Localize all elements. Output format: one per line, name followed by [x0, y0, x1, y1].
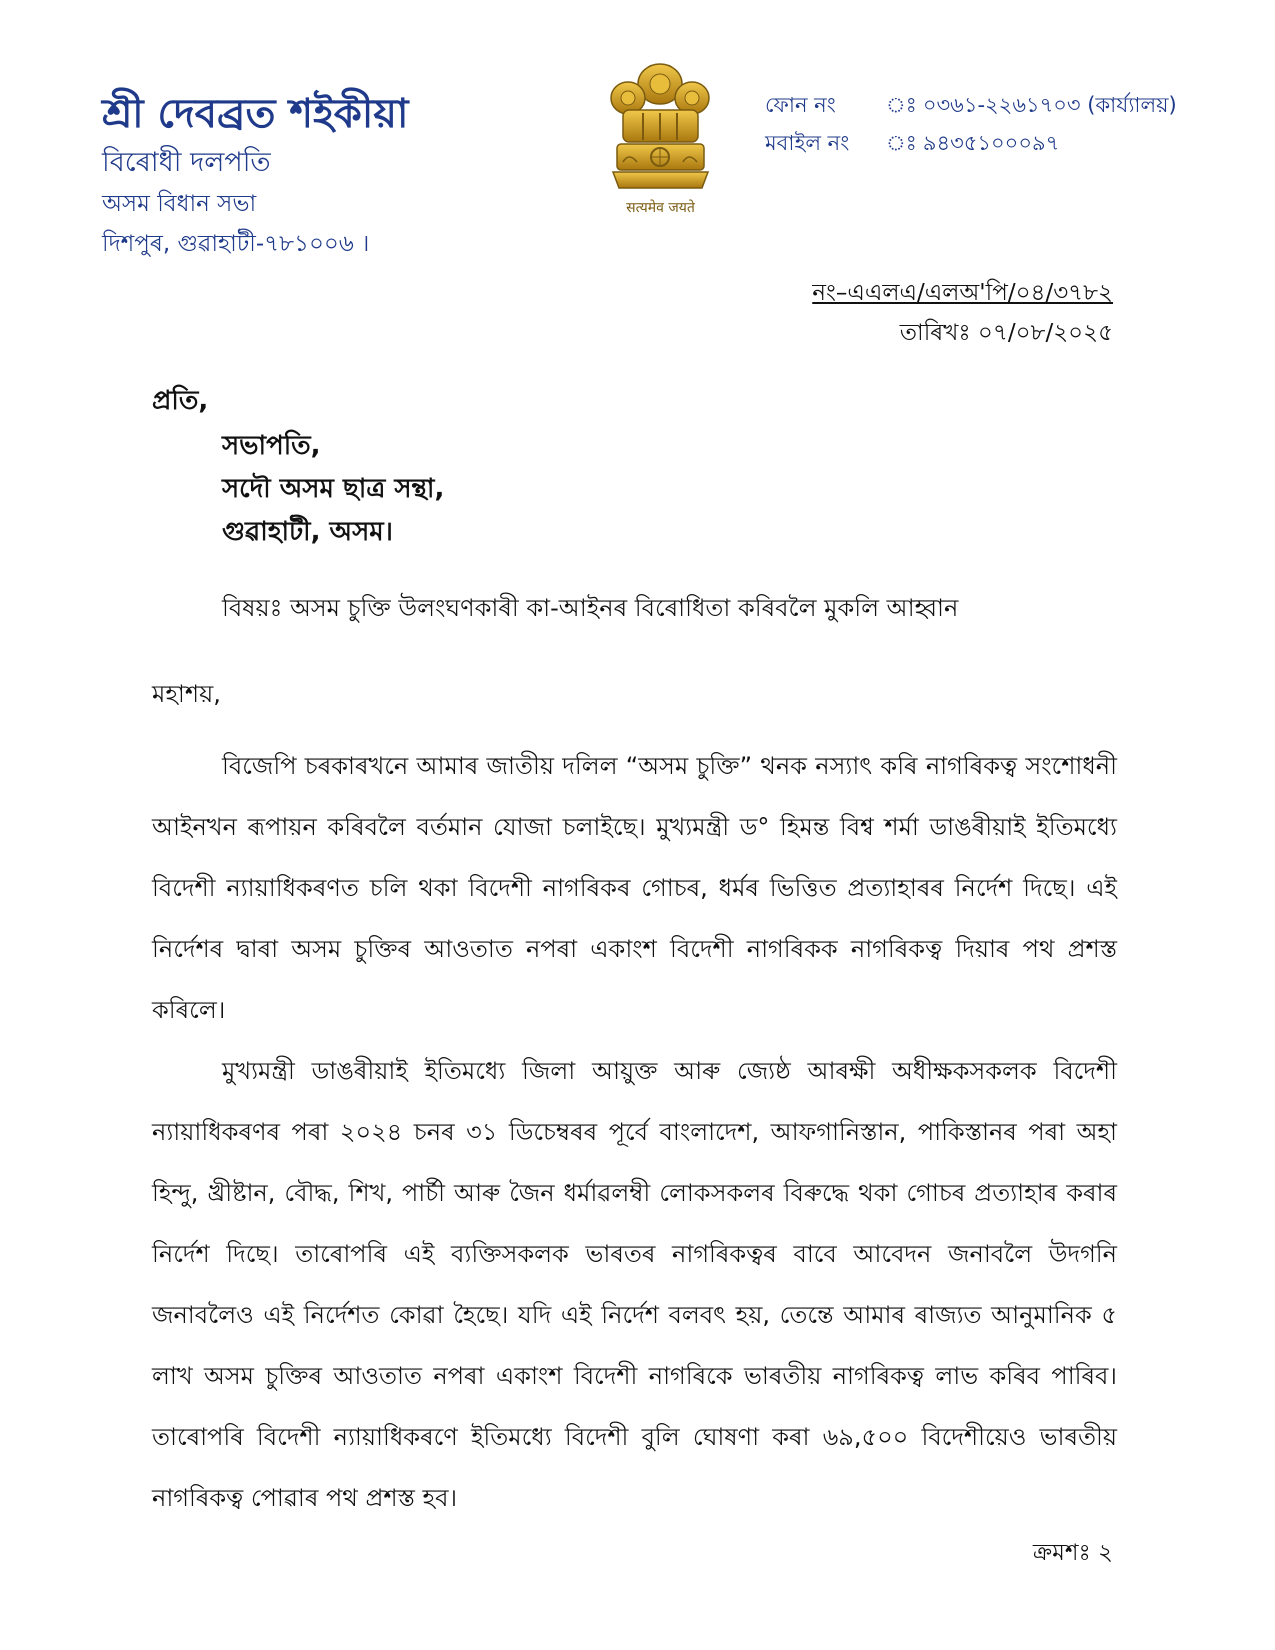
letter-date: তাৰিখঃ ০৭/০৮/২০২৫	[899, 320, 1113, 346]
body-paragraph-2: মুখ্যমন্ত্ৰী ডাঙৰীয়াই ইতিমধ্যে জিলা আয়ুক্ত আৰু জ্যেষ্ঠ আৰক্ষী অধীক্ষকসকলক বিদেশী ন্যায়াধিকৰণৰ পৰা ২০২৪ চনৰ ৩১ ডিচেম্বৰৰ পূৰ্বে বাংলাদেশ, আফগানিস্তান, পাকিস্তানৰ পৰা অহা হিন্দু, খ্ৰীষ্টান, বৌদ্ধ, শিখ, পাৰ্চী আৰু জৈন ধৰ্মাৱলম্বী লোকসকলৰ বিৰুদ্ধে থকা গোচৰ প্ৰত্যাহাৰ কৰাৰ নিৰ্দেশ দিছে। তাৰোপৰি এই ব্যক্তিসকলক ভাৰতৰ নাগৰিকত্বৰ বাবে আবেদন জনাবলৈ উদগনি জনাবলৈও এই নিৰ্দেশত কোৱা হৈছে। যদি এই নিৰ্দেশ বলবৎ হয়, তেন্তে আমাৰ ৰাজ্যত আনুমানিক ৫ লাখ অসম চুক্তিৰ আওতাত নপৰা একাংশ বিদেশী নাগৰিকে ভাৰতীয় নাগৰিকত্ব লাভ কৰিব পাৰিব। তাৰোপৰি বিদেশী ন্যায়াধিকৰণে ইতিমধ্যে বিদেশী বুলি ঘোষণা কৰা ৬৯,৫০০ বিদেশীয়েও ভাৰতীয় নাগৰিকত্ব পোৱাৰ পথ প্ৰশস্ত হব।	[152, 1057, 1117, 1512]
sender-name: শ্ৰী দেবব্ৰত শইকীয়া	[102, 91, 409, 137]
phone-value: ০৩৬১-২২৬১৭০৩ (কাৰ্য্যালয়)	[922, 93, 1177, 117]
phone-separator: ঃ	[886, 93, 917, 117]
phone-row	[765, 86, 1177, 124]
body-paragraph-1: বিজেপি চৰকাৰখনে আমাৰ জাতীয় দলিল “অসম চুক্তি” থনক নস্যাৎ কৰি নাগৰিকত্ব সংশোধনী আইনখন ৰূপায়ন কৰিবলৈ বৰ্তমান যোজা চলাইছে। মুখ্যমন্ত্ৰী ড° হিমন্ত বিশ্ব শৰ্মা ডাঙৰীয়াই ইতিমধ্যে বিদেশী ন্যায়াধিকৰণত চলি থকা বিদেশী নাগৰিকৰ গোচৰ, ধৰ্মৰ ভিত্তিত প্ৰত্যাহাৰৰ নিৰ্দেশ দিছে। এই নিৰ্দেশৰ দ্বাৰা অসম চুক্তিৰ আওতাত নপৰা একাংশ বিদেশী নাগৰিকক নাগৰিকত্ব দিয়াৰ পথ প্ৰশস্ত কৰিলে।	[152, 752, 1117, 1024]
recipient-block	[222, 425, 444, 554]
mobile-separator: ঃ	[886, 131, 917, 155]
recipient-line-1: সভাপতি,	[222, 431, 321, 461]
reference-number: নং–এএলএ/এলঅ'পি/০৪/৩৭৮২	[812, 280, 1113, 306]
to-label: প্ৰতি,	[152, 386, 209, 416]
mobile-row	[765, 124, 1177, 162]
sender-block	[102, 88, 409, 264]
recipient-line-2: সদৌ অসম ছাত্ৰ সন্থা,	[222, 474, 445, 504]
sender-designation: বিৰোধী দলপতি	[102, 147, 271, 178]
sender-assembly: অসম বিধান সভা	[102, 191, 257, 217]
emblem-motto: सत्यमेव जयते	[626, 200, 695, 216]
sender-address: দিশপুৰ, গুৱাহাটী-৭৮১০০৬ ।	[102, 231, 370, 257]
continued-marker: ক্ৰমশঃ ২	[1032, 1540, 1113, 1566]
mobile-value: ৯৪৩৫১০০০৯৭	[922, 131, 1060, 155]
phone-label: ফোন নং	[765, 93, 836, 117]
national-emblem-icon	[603, 58, 718, 223]
salutation: মহাশয়,	[152, 680, 221, 708]
reference-block	[812, 273, 1113, 353]
contact-block	[765, 86, 1177, 162]
mobile-label: মবাইল নং	[765, 131, 850, 155]
letter-body	[152, 736, 1117, 1529]
recipient-line-3: গুৱাহাটী, অসম।	[222, 517, 393, 547]
subject-line: বিষয়ঃ অসম চুক্তি উলংঘণকাৰী কা-আইনৰ বিৰোধিতা কৰিবলৈ মুকলি আহ্বান	[222, 594, 959, 622]
